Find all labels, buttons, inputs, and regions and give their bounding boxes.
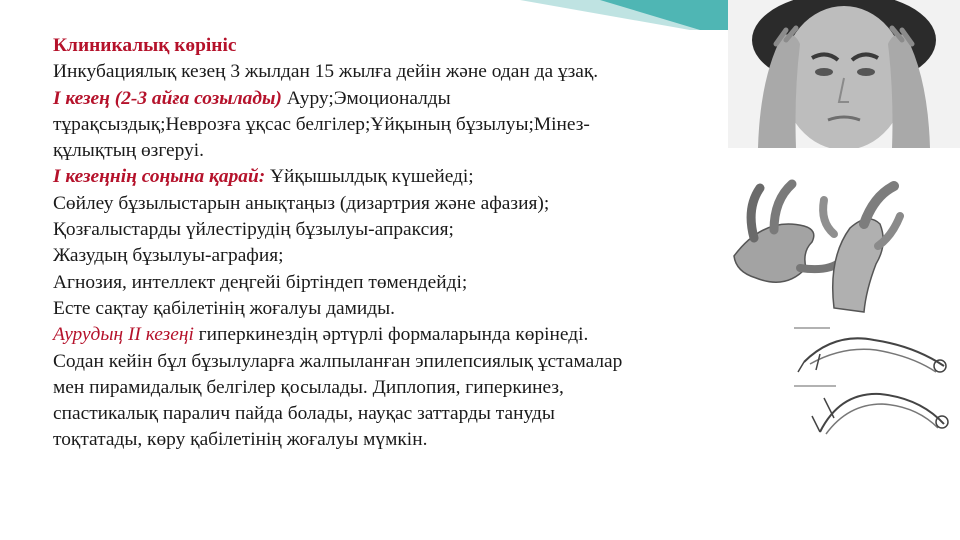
apraxia-line: Қозғалыстарды үйлестірудің бұзылуы-апраксия; <box>53 219 454 241</box>
spastic-hands-photo <box>714 168 906 318</box>
stage1-end-text: Ұйқышылдық күшейеді; <box>265 166 474 188</box>
stage2-text: гиперкинездің әртүрлі формаларында көрінеді. <box>193 324 589 346</box>
stage1-end-line <box>53 164 765 190</box>
seizures-line: Содан кейін бұл бұзылуларға жалпыланған эпилепсиялық ұстамалар <box>53 350 623 372</box>
vision-line: тоқтатады, көру қабілетінің жоғалуы мүмкін. <box>53 429 428 451</box>
incubation-line: Инкубациялық кезең 3 жылдан 15 жылға дейін және одан да ұзақ. <box>53 61 599 83</box>
stage2-line <box>53 322 765 348</box>
agraphia-line: Жазудың бұзылуы-аграфия; <box>53 245 284 267</box>
stage1-end-label: I кезеңнің соңына қарай: <box>53 166 266 188</box>
pyramidal-line: мен пирамидалық белгілер қосылады. Диплопия, гиперкинез, <box>53 376 564 398</box>
speech-line: Сөйлеу бұзылыстарын анықтаңыз (дизартрия және афазия); <box>53 192 550 214</box>
slide-body-text <box>53 33 765 454</box>
stage2-label: Аурудың II кезеңі <box>53 324 194 346</box>
symptoms-line: тұрақсыздық;Неврозға ұқсас белгілер;Ұйқының бұзылуы;Мінез- <box>53 113 590 135</box>
slide-title: Клиникалық көрініс <box>53 35 237 56</box>
symptoms-line-cont: құлықтың өзгеруі. <box>53 140 204 162</box>
memory-line: Есте сақтау қабілетінің жоғалуы дамиды. <box>53 297 395 319</box>
headache-woman-photo <box>728 0 960 148</box>
paralysis-line: спастикалық паралич пайда болады, науқас заттарды тануды <box>53 403 555 425</box>
stage1-line <box>53 86 765 112</box>
stage1-text: Ауру;Эмоционалды <box>281 87 451 109</box>
agnosia-line: Агнозия, интеллект деңгейі біртіндеп төмендейді; <box>53 271 468 293</box>
header-accent-band <box>0 0 730 30</box>
opisthotonus-posture-drawings <box>790 322 960 442</box>
stage1-label: I кезең (2-3 айға созылады) <box>53 87 282 109</box>
